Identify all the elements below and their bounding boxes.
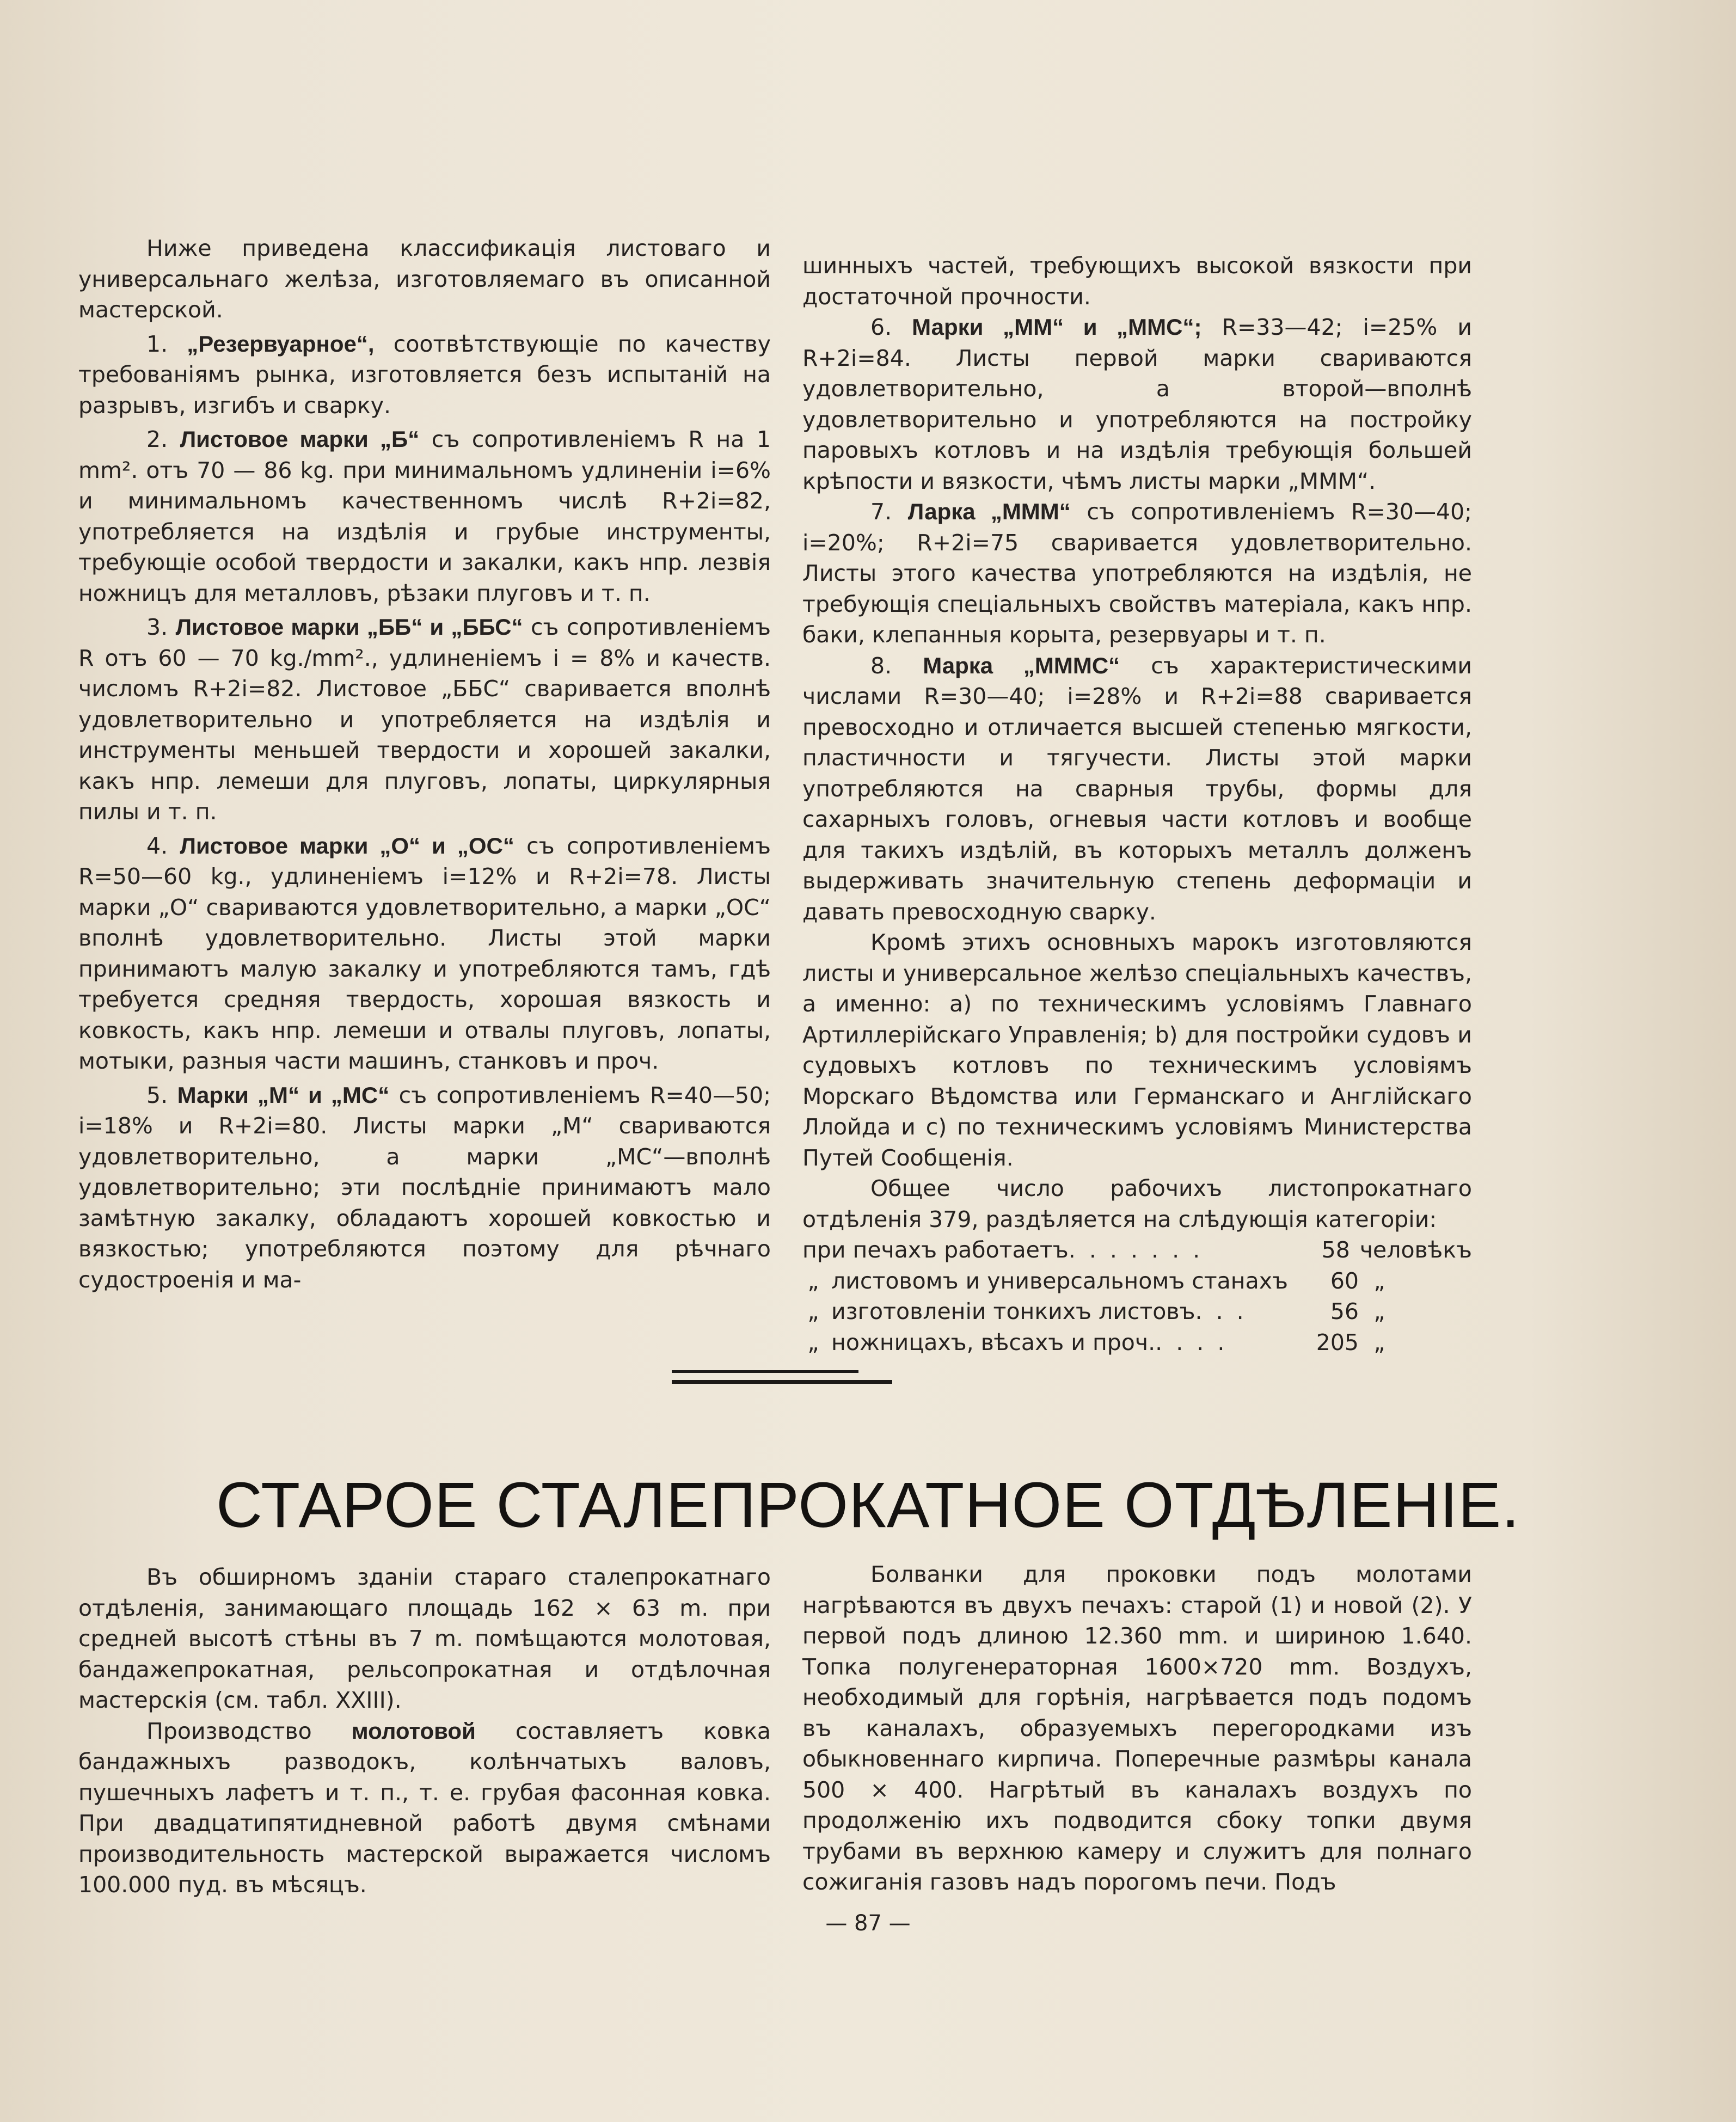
grade-8-title: Марка „ММMС“: [923, 652, 1120, 678]
grade-7-title: Ларка „МММ“: [907, 499, 1071, 524]
workers-row-unit: человѣкъ: [1359, 1237, 1472, 1263]
grade-5-title: Марки „М“ и „МС“: [177, 1082, 390, 1108]
left-column-top: [78, 233, 771, 1295]
grade-1-title: „Резервуарное“,: [187, 330, 375, 357]
workers-table: [802, 1235, 1472, 1358]
ditto-mark: „: [807, 1298, 819, 1324]
workers-row: [802, 1235, 1472, 1266]
grade-8-text: съ характеристическими числами R=30—40; i=28% и R+2i=88 сваривается превосходно и отличается высшей степенью мягкости, пластичности и тягучести. Листы этой марки употребляются на сварныя трубы, формы для сахарныхъ головъ, огневыя части котловъ и вообще для такихъ издѣлій, въ которыхъ металлъ долженъ выдерживать значительную степень деформаціи и давать превосходную сварку.: [802, 652, 1472, 925]
grade-1-paragraph: [78, 329, 771, 421]
workers-row-dots: . . . .: [1155, 1329, 1228, 1356]
ditto-mark: „: [807, 1267, 819, 1294]
workers-row-label: при печахъ работаетъ: [802, 1237, 1069, 1263]
workers-row-label: „ ножницахъ, вѣсахъ и проч.: [802, 1327, 1155, 1358]
grade-5-text: съ сопротивленіемъ R=40—50; i=18% и R+2i=80. Листы марки „М“ свариваются удовлетворительно, а марки „МС“—вполнѣ удовлетворительно; эти послѣдніе принимаютъ мало замѣтную закалку, обладаютъ хорошей ковкостью и вязкостью; употребляются поэтому для рѣчнаго судостроенія и ма-: [78, 1082, 771, 1293]
left-column-bottom: [78, 1562, 771, 1900]
grade-6-text: R=33—42; i=25% и R+2i=84. Листы первой марки свариваются удовлетворительно, а второй—вполнѣ удовлетворительно и употребляются на постройку паровыхъ котловъ и на издѣлія требующія большей крѣпости и вязкости, чѣмъ листы марки „МММ“.: [802, 314, 1472, 494]
workers-row: [802, 1296, 1472, 1327]
right-column-bottom: [802, 1559, 1472, 1898]
special-grades-paragraph: Кромѣ этихъ основныхъ марокъ изготовляются листы и универсальное желѣзо спеціальныхъ качествъ, а именно: a) по техническимъ условіямъ Главнаго Артиллерійскаго Управленія; b) для постройки судовъ и судовыхъ котловъ по техническимъ условіямъ Морскаго Вѣдомства или Германскаго и Англійскаго Ллойда и c) по техническимъ условіямъ Министерства Путей Сообщенія.: [802, 929, 1472, 1171]
workers-row-dots: . . .: [1195, 1298, 1247, 1324]
grade-3-number: 3.: [146, 614, 168, 640]
grade-3-paragraph: [78, 612, 771, 827]
grade-5-paragraph: [78, 1080, 771, 1296]
right-column-top: [802, 250, 1472, 1358]
workers-row-count: 205: [1316, 1329, 1359, 1356]
grade-4-text: съ сопротивленіемъ R=50—60 kg., удлиненіемъ i=12% и R+2i=78. Листы марки „О“ свариваются удовлетворительно, а марки „ОС“ вполнѣ удовлетворительно. Листы этой марки принимаютъ малую закалку и употребляются тамъ, гдѣ требуется средняя твердость, хорошая вязкость и ковкость, какъ нпр. лемеши и отвалы плуговъ, лопаты, мотыки, разныя части машинъ, станковъ и проч.: [78, 832, 771, 1074]
grade-2-number: 2.: [146, 426, 168, 452]
workers-row-unit: „: [1373, 1298, 1385, 1324]
grade-1-text: соотвѣтствующіе по качеству требованіямъ рынка, изготовляется безъ испытаній на разрывъ, изгибъ и сварку.: [78, 330, 771, 419]
workers-row-count: 60: [1330, 1267, 1359, 1294]
grade-8-paragraph: [802, 651, 1472, 928]
intro-paragraph: Ниже приведена классификація листоваго и универсальнаго желѣза, изготовляемаго въ описанной мастерской.: [78, 235, 771, 323]
section-divider-rule-top: [672, 1370, 858, 1373]
workers-row-dots: . . . . . . .: [1068, 1237, 1204, 1263]
page-number: — 87 —: [825, 1911, 911, 1936]
grade-2-title: Листовое марки „Б“: [180, 426, 420, 452]
forge-production-paragraph: Производство молотовой составляетъ ковка бандажныхъ разводокъ, колѣнчатыхъ валовъ, пушечныхъ лафетъ и т. п., т. е. грубая фасонная ковка. При двадцатипятидневной работѣ двумя смѣнами производительность мастерской выражается числомъ 100.000 пуд. въ мѣсяцъ.: [78, 1718, 771, 1898]
furnace-paragraph: Болванки для проковки подъ молотами нагрѣваются въ двухъ печахъ: старой (1) и новой (2). У первой подъ длиною 12.360 mm. и шириною 1.640. Топка полугенераторная 1600⨯720 mm. Воздухъ, необходимый для горѣнія, нагрѣвается подъ подомъ въ каналахъ, образуемыхъ перегородками изъ обыкновеннаго кирпича. Поперечные размѣры канала 500 ⨯ 400. Нагрѣтый въ каналахъ воздухъ по продолженію ихъ подводится сбоку топки двумя трубами въ верхнюю камеру и служитъ для полнаго сожиганія газовъ надъ порогомъ печи. Подъ: [802, 1561, 1472, 1895]
workers-row-unit: „: [1373, 1267, 1385, 1294]
grade-4-title: Листовое марки „О“ и „ОС“: [180, 832, 514, 858]
workers-row: [802, 1266, 1472, 1297]
ditto-mark: „: [807, 1329, 819, 1356]
workers-row-label: „ листовомъ и универсальномъ станахъ: [802, 1266, 1288, 1297]
workers-row: [802, 1327, 1472, 1358]
section-heading: СТАРОЕ СТАЛЕПРОКАТНОЕ ОТДѢЛЕНІЕ.: [216, 1469, 1520, 1541]
grade-6-number: 6.: [870, 314, 892, 340]
grade-7-paragraph: [802, 496, 1472, 651]
forge-term: молотовой: [351, 1718, 476, 1744]
grade-7-number: 7.: [870, 499, 892, 525]
workers-row-count: 58: [1321, 1237, 1350, 1263]
workers-row-unit: „: [1373, 1329, 1385, 1356]
grade-8-number: 8.: [870, 652, 892, 679]
grade-2-paragraph: [78, 424, 771, 609]
workers-row-count: 56: [1330, 1298, 1359, 1324]
building-paragraph: Въ обширномъ зданіи стараго сталепрокатнаго отдѣленія, занимающаго площадь 162 ⨯ 63 m. при средней высотѣ стѣны въ 7 m. помѣщаются молотовая, бандажепрокатная, рельсопрокатная и отдѣлочная мастерскія (см. табл. XXIII).: [78, 1564, 771, 1713]
grade-6-title: Марки „ММ“ и „ММС“;: [912, 314, 1202, 340]
grade-3-text: съ сопротивленіемъ R отъ 60 — 70 kg./mm²., удлиненіемъ i = 8% и качеств. числомъ R+2i=82. Листовое „ББС“ сваривается вполнѣ удовлетворительно и употребляется на издѣлія и инструменты меньшей твердости и хорошей закалки, какъ нпр. лемеши для плуговъ, лопаты, циркулярныя пилы и т. п.: [78, 614, 771, 825]
section-divider-rule-bottom: [672, 1380, 892, 1384]
grade-4-paragraph: [78, 831, 771, 1077]
grade-1-number: 1.: [146, 330, 168, 357]
continuation-paragraph: шинныхъ частей, требующихъ высокой вязкости при достаточной прочности.: [802, 253, 1472, 310]
workers-intro-paragraph: Общее число рабочихъ листопрокатнаго отдѣленія 379, раздѣляется на слѣдующія категоріи:: [802, 1175, 1472, 1232]
grade-6-paragraph: [802, 312, 1472, 496]
workers-row-label: „ изготовленіи тонкихъ листовъ: [802, 1296, 1195, 1327]
grade-2-text: съ сопротивленіемъ R на 1 mm². отъ 70 — 86 kg. при минимальномъ удлиненіи i=6% и минимальномъ качественномъ числѣ R+2i=82, употребляется на издѣлія и грубые инструменты, требующіе особой твердости и закалки, какъ нпр. лезвія ножницъ для металловъ, рѣзаки плуговъ и т. п.: [78, 426, 771, 606]
grade-5-number: 5.: [146, 1082, 168, 1108]
grade-4-number: 4.: [146, 832, 168, 859]
grade-7-text: съ сопротивленіемъ R=30—40; i=20%; R+2i=75 сваривается удовлетворительно. Листы этого качества употребляются на издѣлія, не требующія спеціальныхъ свойствъ матеріала, какъ нпр. баки, клепанныя корыта, резервуары и т. п.: [802, 499, 1472, 648]
grade-3-title: Листовое марки „ББ“ и „ББС“: [175, 614, 523, 640]
